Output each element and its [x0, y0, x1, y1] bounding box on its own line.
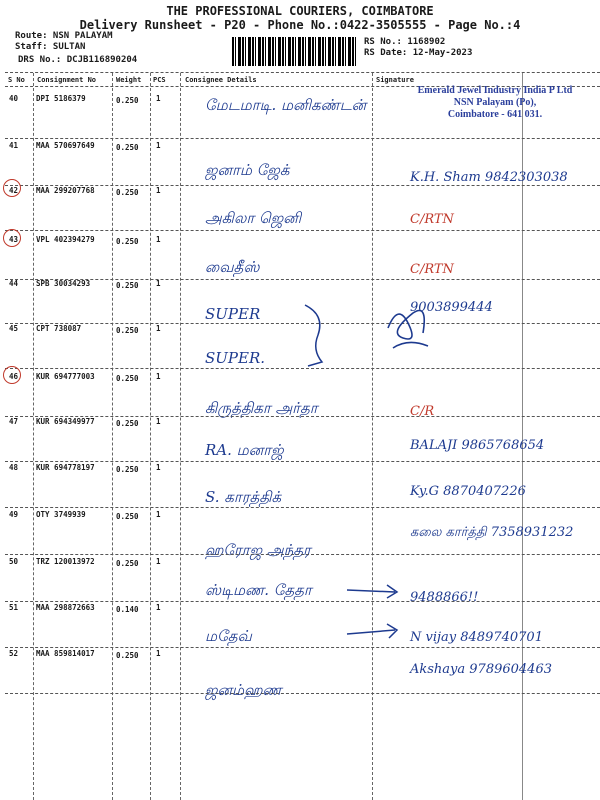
row-consignment: MAA 298872663: [36, 603, 95, 612]
row-pcs: 1: [156, 94, 161, 103]
row-weight: 0.250: [116, 465, 139, 474]
row-sno: 51: [9, 603, 19, 612]
row-sno: 44: [9, 279, 19, 288]
column-divider: [33, 73, 34, 800]
arrow-mark: [345, 620, 405, 645]
row-pcs: 1: [156, 510, 161, 519]
row-weight: 0.250: [116, 237, 139, 246]
column-divider: [372, 73, 373, 800]
row-sno: 52: [9, 649, 19, 658]
arrow-mark: [345, 580, 405, 600]
row-weight: 0.250: [116, 326, 139, 335]
row-signature: K.H. Sham 9842303038: [410, 170, 568, 185]
row-sno: 50: [9, 557, 19, 566]
col-header-consignment: Consignment No: [37, 76, 97, 84]
row-signature: Akshaya 9789604463: [410, 662, 552, 677]
col-header-pcs: PCS: [153, 76, 166, 84]
red-circle-mark: [3, 366, 21, 384]
column-divider: [180, 73, 181, 800]
row-consignment: CPT 738087: [36, 324, 82, 333]
row-consignee: ஜனாம் ஜேக்: [205, 161, 290, 179]
row-divider: [5, 601, 600, 602]
row-consignee: RA. மனாஜ்: [205, 441, 284, 459]
barcode: [232, 37, 356, 66]
row-pcs: 1: [156, 372, 161, 381]
row-pcs: 1: [156, 186, 161, 195]
row-divider: [5, 693, 600, 694]
row-consignment: KUR 694777003: [36, 372, 95, 381]
table-top-line: [5, 72, 600, 73]
row-divider: [5, 647, 600, 648]
row-pcs: 1: [156, 279, 161, 288]
row-consignee: ஜனம்ஹண: [205, 681, 282, 699]
staff-label: Staff: SULTAN: [15, 42, 86, 52]
row-consignment: SPB 30034293: [36, 279, 91, 288]
row-consignee: மேடமாடி. மனிகண்டன்: [205, 96, 367, 114]
row-weight: 0.250: [116, 512, 139, 521]
row-signature: C/RTN: [410, 212, 454, 227]
company-stamp: [395, 85, 595, 121]
row-consignee: ஹரோஜ அந்தர: [205, 541, 311, 559]
row-pcs: 1: [156, 324, 161, 333]
row-sno: 43: [9, 235, 19, 244]
row-signature: C/R: [410, 404, 435, 419]
row-pcs: 1: [156, 603, 161, 612]
col-header-sno: S No: [8, 76, 25, 84]
row-signature: BALAJI 9865768654: [410, 438, 545, 453]
row-divider: [5, 138, 600, 139]
row-consignment: MAA 570697649: [36, 141, 95, 150]
row-consignment: KUR 694778197: [36, 463, 95, 472]
row-consignment: VPL 402394279: [36, 235, 95, 244]
row-signature: Ky.G 8870407226: [410, 484, 526, 499]
row-weight: 0.250: [116, 188, 139, 197]
row-consignment: TRZ 120013972: [36, 557, 95, 566]
column-divider: [112, 73, 113, 800]
row-weight: 0.250: [116, 374, 139, 383]
row-consignee: மதேவ்: [205, 627, 252, 645]
row-consignee: SUPER: [205, 305, 261, 323]
row-pcs: 1: [156, 649, 161, 658]
row-weight: 0.250: [116, 559, 139, 568]
scribble-signature: [378, 298, 438, 358]
row-sno: 46: [9, 372, 19, 381]
row-consignee: வைதீஸ்: [205, 258, 260, 276]
rs-number: RS No.: 1168902: [364, 37, 446, 47]
row-pcs: 1: [156, 417, 161, 426]
row-signature: 9003899444: [410, 300, 493, 315]
row-pcs: 1: [156, 557, 161, 566]
col-header-signature: Signature: [376, 76, 414, 84]
bracket-mark: [300, 300, 330, 370]
row-sno: 47: [9, 417, 19, 426]
row-sno: 41: [9, 141, 19, 150]
page-title: THE PROFESSIONAL COURIERS, COIMBATORE: [166, 4, 434, 18]
column-divider: [150, 73, 151, 800]
row-consignee: அகிலா ஜெனி: [205, 209, 302, 227]
row-weight: 0.250: [116, 651, 139, 660]
row-divider: [5, 507, 600, 508]
row-consignment: MAA 299207768: [36, 186, 95, 195]
stamp-line: Emerald Jewel Industry India P Ltd: [417, 85, 573, 96]
col-header-weight: Weight: [116, 76, 142, 84]
row-signature: 9488866!!: [410, 590, 479, 605]
row-weight: 0.140: [116, 605, 139, 614]
red-circle-mark: [3, 229, 21, 247]
route-label: Route: NSN PALAYAM: [15, 31, 113, 41]
row-pcs: 1: [156, 141, 161, 150]
row-signature: கலை கார்த்தி 7358931232: [410, 525, 574, 540]
row-weight: 0.250: [116, 96, 139, 105]
row-divider: [5, 279, 600, 280]
row-pcs: 1: [156, 463, 161, 472]
row-pcs: 1: [156, 235, 161, 244]
row-sno: 48: [9, 463, 19, 472]
rs-date: RS Date: 12-May-2023: [364, 48, 473, 58]
page-subtitle: Delivery Runsheet - P20 - Phone No.:0422-3505555 - Page No.:4: [79, 18, 521, 32]
row-consignment: MAA 859814017: [36, 649, 95, 658]
row-sno: 42: [9, 186, 19, 195]
row-sno: 49: [9, 510, 19, 519]
row-sno: 40: [9, 94, 19, 103]
row-weight: 0.250: [116, 281, 139, 290]
row-weight: 0.250: [116, 419, 139, 428]
row-divider: [5, 461, 600, 462]
stamp-line: NSN Palayam (Po),: [453, 97, 537, 108]
stamp-line: Coimbatore - 641 031.: [447, 109, 543, 120]
row-signature: C/RTN: [410, 262, 454, 277]
row-consignee: கிருத்திகா அர்தா: [205, 399, 318, 417]
col-header-consignee: Consignee Details: [185, 76, 257, 84]
row-consignee: SUPER.: [205, 349, 266, 367]
red-circle-mark: [3, 179, 21, 197]
row-consignee: ஸ்டிமண. தேதா: [205, 581, 312, 599]
row-consignment: OTY 3749939: [36, 510, 86, 519]
row-weight: 0.250: [116, 143, 139, 152]
row-divider: [5, 554, 600, 555]
row-signature: N vijay 8489740701: [410, 630, 543, 645]
drs-number: DRS No.: DCJB116890204: [18, 55, 138, 65]
row-consignment: DPI 5186379: [36, 94, 86, 103]
row-divider: [5, 230, 600, 231]
row-consignment: KUR 694349977: [36, 417, 95, 426]
row-consignee: S. காரத்திக்: [205, 488, 282, 506]
row-sno: 45: [9, 324, 19, 333]
